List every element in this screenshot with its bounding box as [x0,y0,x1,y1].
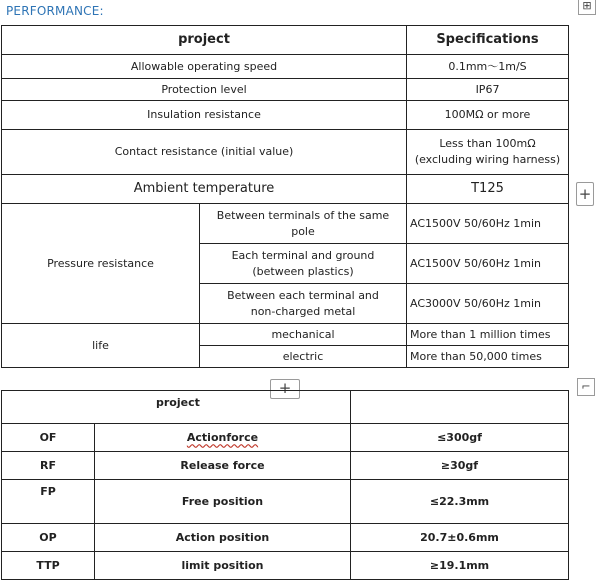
row-value-ambient: T125 [407,175,569,204]
param-name-text: Actionforce [186,430,259,444]
pressure-sub-label [200,204,407,244]
row-value-insulation: 100MΩ or more [407,101,569,130]
insert-column-button[interactable]: + [576,182,594,206]
life-type: mechanical [200,324,407,346]
row-value-protection: IP67 [407,79,569,101]
param-value: ≥19.1mm [351,552,569,580]
row-label-contact: Contact resistance (initial value) [2,130,407,175]
param-code: RF [2,452,95,480]
param-value: ≤22.3mm [351,480,569,524]
contact-value-line1: Less than 100mΩ [439,137,536,150]
pressure-sub-line: pole [291,224,315,238]
param-code: FP [2,480,95,524]
param-value: ≤300gf [351,424,569,452]
pressure-sub-line: Between each terminal and [227,288,379,302]
row-value-speed: 0.1mm～1m/S [407,55,569,79]
t2-header-project: project [2,391,351,424]
row-label-speed: Allowable operating speed [2,55,407,79]
header-specifications: Specifications [407,26,569,55]
pressure-sub-line: Each terminal and ground [231,248,375,262]
pressure-sub-line: non-charged metal [250,304,356,318]
param-code: OP [2,524,95,552]
param-name: Action position [95,524,351,552]
pressure-value: AC3000V 50/60Hz 1min [407,284,569,324]
performance-table [1,25,569,368]
header-project: project [2,26,407,55]
row-label-life: life [2,324,200,368]
contact-value-line2: (excluding wiring harness) [414,153,561,166]
table-resize-icon[interactable]: ⌐ [577,378,595,396]
insert-row-button[interactable]: + [270,379,300,399]
param-code: OF [2,424,95,452]
pressure-sub-label [200,284,407,324]
pressure-sub-line: (between plastics) [252,264,354,278]
life-value: More than 50,000 times [407,346,569,368]
param-name [95,424,351,452]
performance-heading: PERFORMANCE: [6,4,104,18]
param-name: Free position [95,480,351,524]
pressure-value: AC1500V 50/60Hz 1min [407,244,569,284]
parameter-table [1,390,569,580]
param-value: 20.7±0.6mm [351,524,569,552]
param-name: Release force [95,452,351,480]
t2-header-blank [351,391,569,424]
table-handle-icon[interactable]: ⊞ [578,0,596,15]
pressure-sub-label [200,244,407,284]
row-label-protection: Protection level [2,79,407,101]
row-value-contact [407,130,569,175]
row-label-insulation: Insulation resistance [2,101,407,130]
param-code: TTP [2,552,95,580]
row-label-pressure: Pressure resistance [2,204,200,324]
life-value: More than 1 million times [407,324,569,346]
pressure-sub-line: Between terminals of the same [216,208,390,222]
param-value: ≥30gf [351,452,569,480]
row-label-ambient: Ambient temperature [2,175,407,204]
life-type: electric [200,346,407,368]
pressure-value: AC1500V 50/60Hz 1min [407,204,569,244]
param-name: limit position [95,552,351,580]
